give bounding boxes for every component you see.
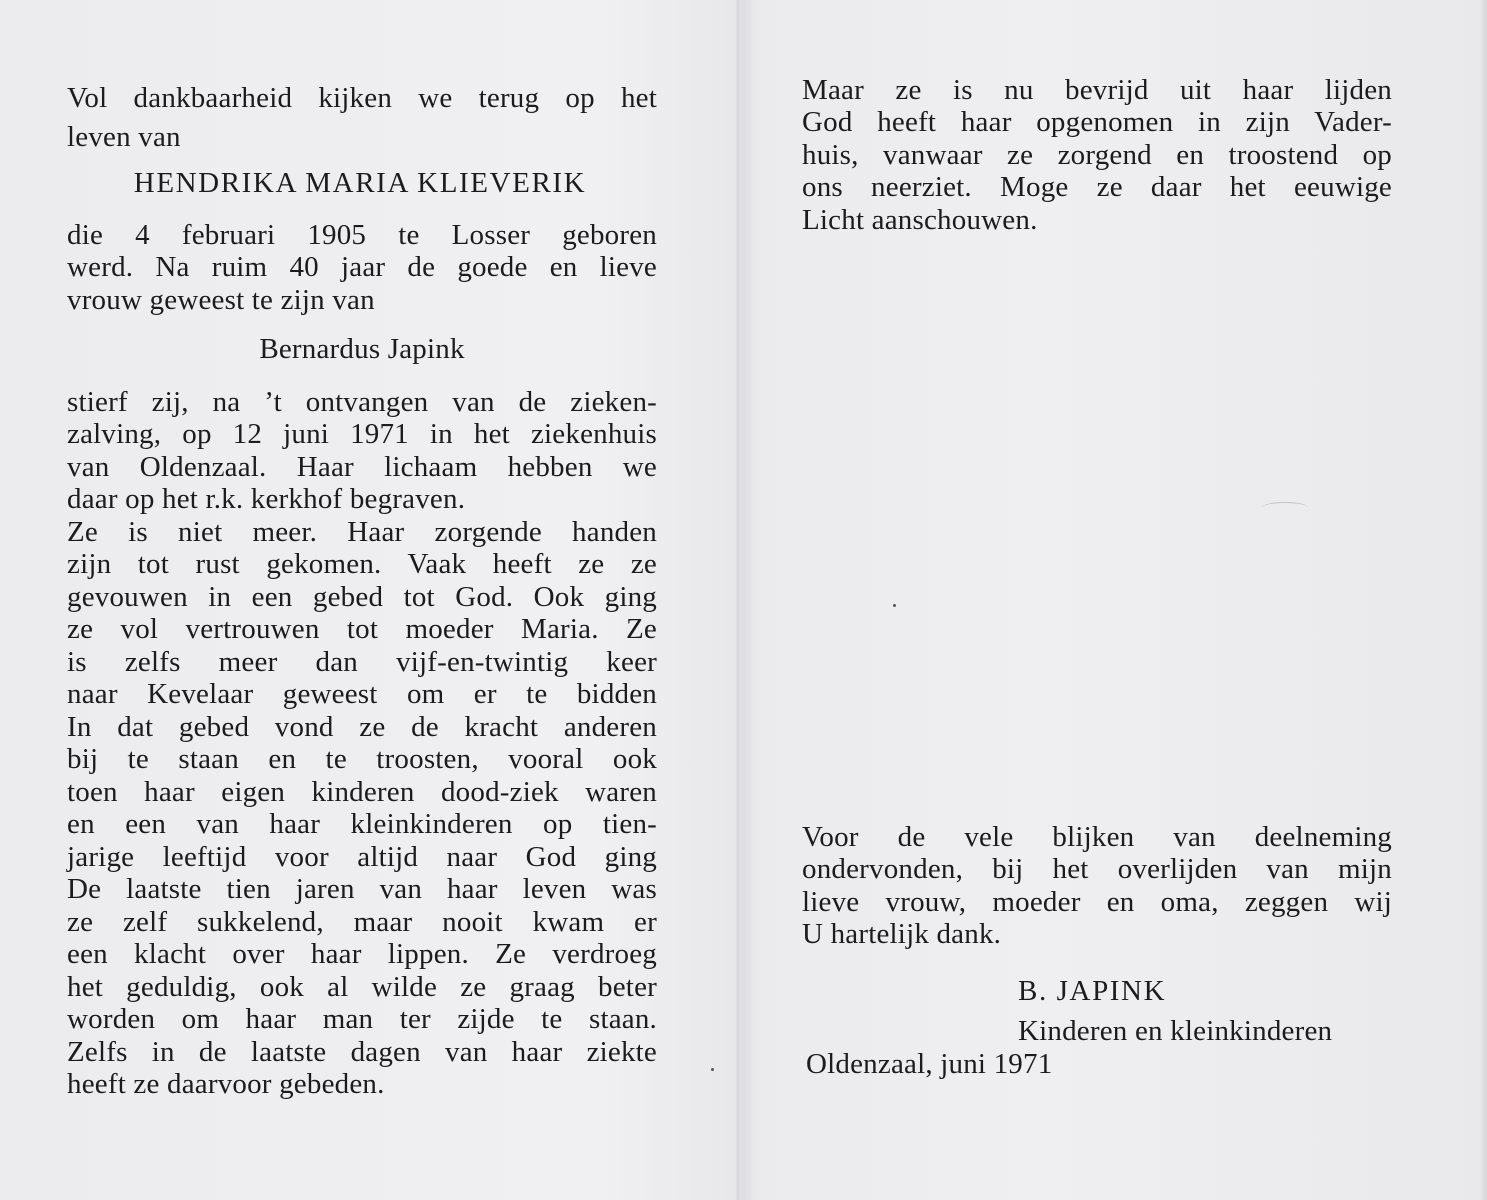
body-line: zalving, op 12 juni 1971 in het ziekenhuis [67,418,657,450]
prayer-line: Licht aanschouwen. [802,204,1038,236]
prayer-line: ons neerziet. Moge ze daar het eeuwige [802,171,1392,203]
body-line: gevouwen in een gebed tot God. Ook ging [67,581,657,613]
spouse-name: Bernardus Japink [259,333,465,365]
thanks-line: U hartelijk dank. [802,918,1002,950]
body-line: De laatste tien jaren van haar leven was [67,873,657,905]
thanks-line: lieve vrouw, moeder en oma, zeggen wij [802,886,1392,918]
body-line: ze zelf sukkelend, maar nooit kwam er [67,906,657,938]
thanks-line: Voor de vele blijken van deelneming [802,821,1392,853]
place-date: Oldenzaal, juni 1971 [806,1048,1053,1080]
body-line: stierf zij, na ’t ontvangen van de zieken- [67,386,657,418]
body-line: In dat gebed vond ze de kracht anderen [67,711,657,743]
paper-crease [1262,502,1308,513]
body-line: jarige leeftijd voor altijd naar God ging [67,841,657,873]
body-line: heeft ze daarvoor gebeden. [67,1068,385,1100]
intro-line: Vol dankbaarheid kijken we terug op het [67,82,657,114]
body-line: is zelfs meer dan vijf-en-twintig keer [67,646,657,678]
card-fold [735,0,741,1200]
body-line: en een van haar kleinkinderen op tien- [67,808,657,840]
prayer-line: Maar ze is nu bevrijd uit haar lijden [802,74,1392,106]
body-line: worden om haar man ter zijde te staan. [67,1003,657,1035]
prayer-line: God heeft haar opgenomen in zijn Vader- [802,106,1392,138]
prayer-line: huis, vanwaar ze zorgend en troostend op [802,139,1392,171]
thanks-line: ondervonden, bij het overlijden van mijn [802,853,1392,885]
body-line: een klacht over haar lippen. Ze verdroeg [67,938,657,970]
card-edge-shadow [1479,0,1487,1200]
body-line: daar op het r.k. kerkhof begraven. [67,483,466,515]
body-line: Zelfs in de laatste dagen van haar ziekte [67,1036,657,1068]
body-line: van Oldenzaal. Haar lichaam hebben we [67,451,657,483]
body-line: ze vol vertrouwen tot moeder Maria. Ze [67,613,657,645]
deceased-name: HENDRIKA MARIA KLIEVERIK [133,167,587,199]
paper-speck [893,604,896,607]
body-line: Ze is niet meer. Haar zorgende handen [67,516,657,548]
birth-line: werd. Na ruim 40 jaar de goede en lieve [67,251,657,283]
body-line: het geduldig, ook al wilde ze graag beter [67,971,657,1003]
signature-family: Kinderen en kleinkinderen [1018,1015,1333,1047]
body-line: zijn tot rust gekomen. Vaak heeft ze ze [67,548,657,580]
paper-speck [711,1068,714,1071]
body-line: toen haar eigen kinderen dood-ziek waren [67,776,657,808]
body-line: naar Kevelaar geweest om er te bidden [67,678,657,710]
birth-line: vrouw geweest te zijn van [67,284,375,316]
intro-line: leven van [67,121,181,153]
birth-line: die 4 februari 1905 te Losser geboren [67,219,657,251]
body-line: bij te staan en te troosten, vooral ook [67,743,657,775]
signature-name: B. JAPINK [1018,975,1167,1007]
